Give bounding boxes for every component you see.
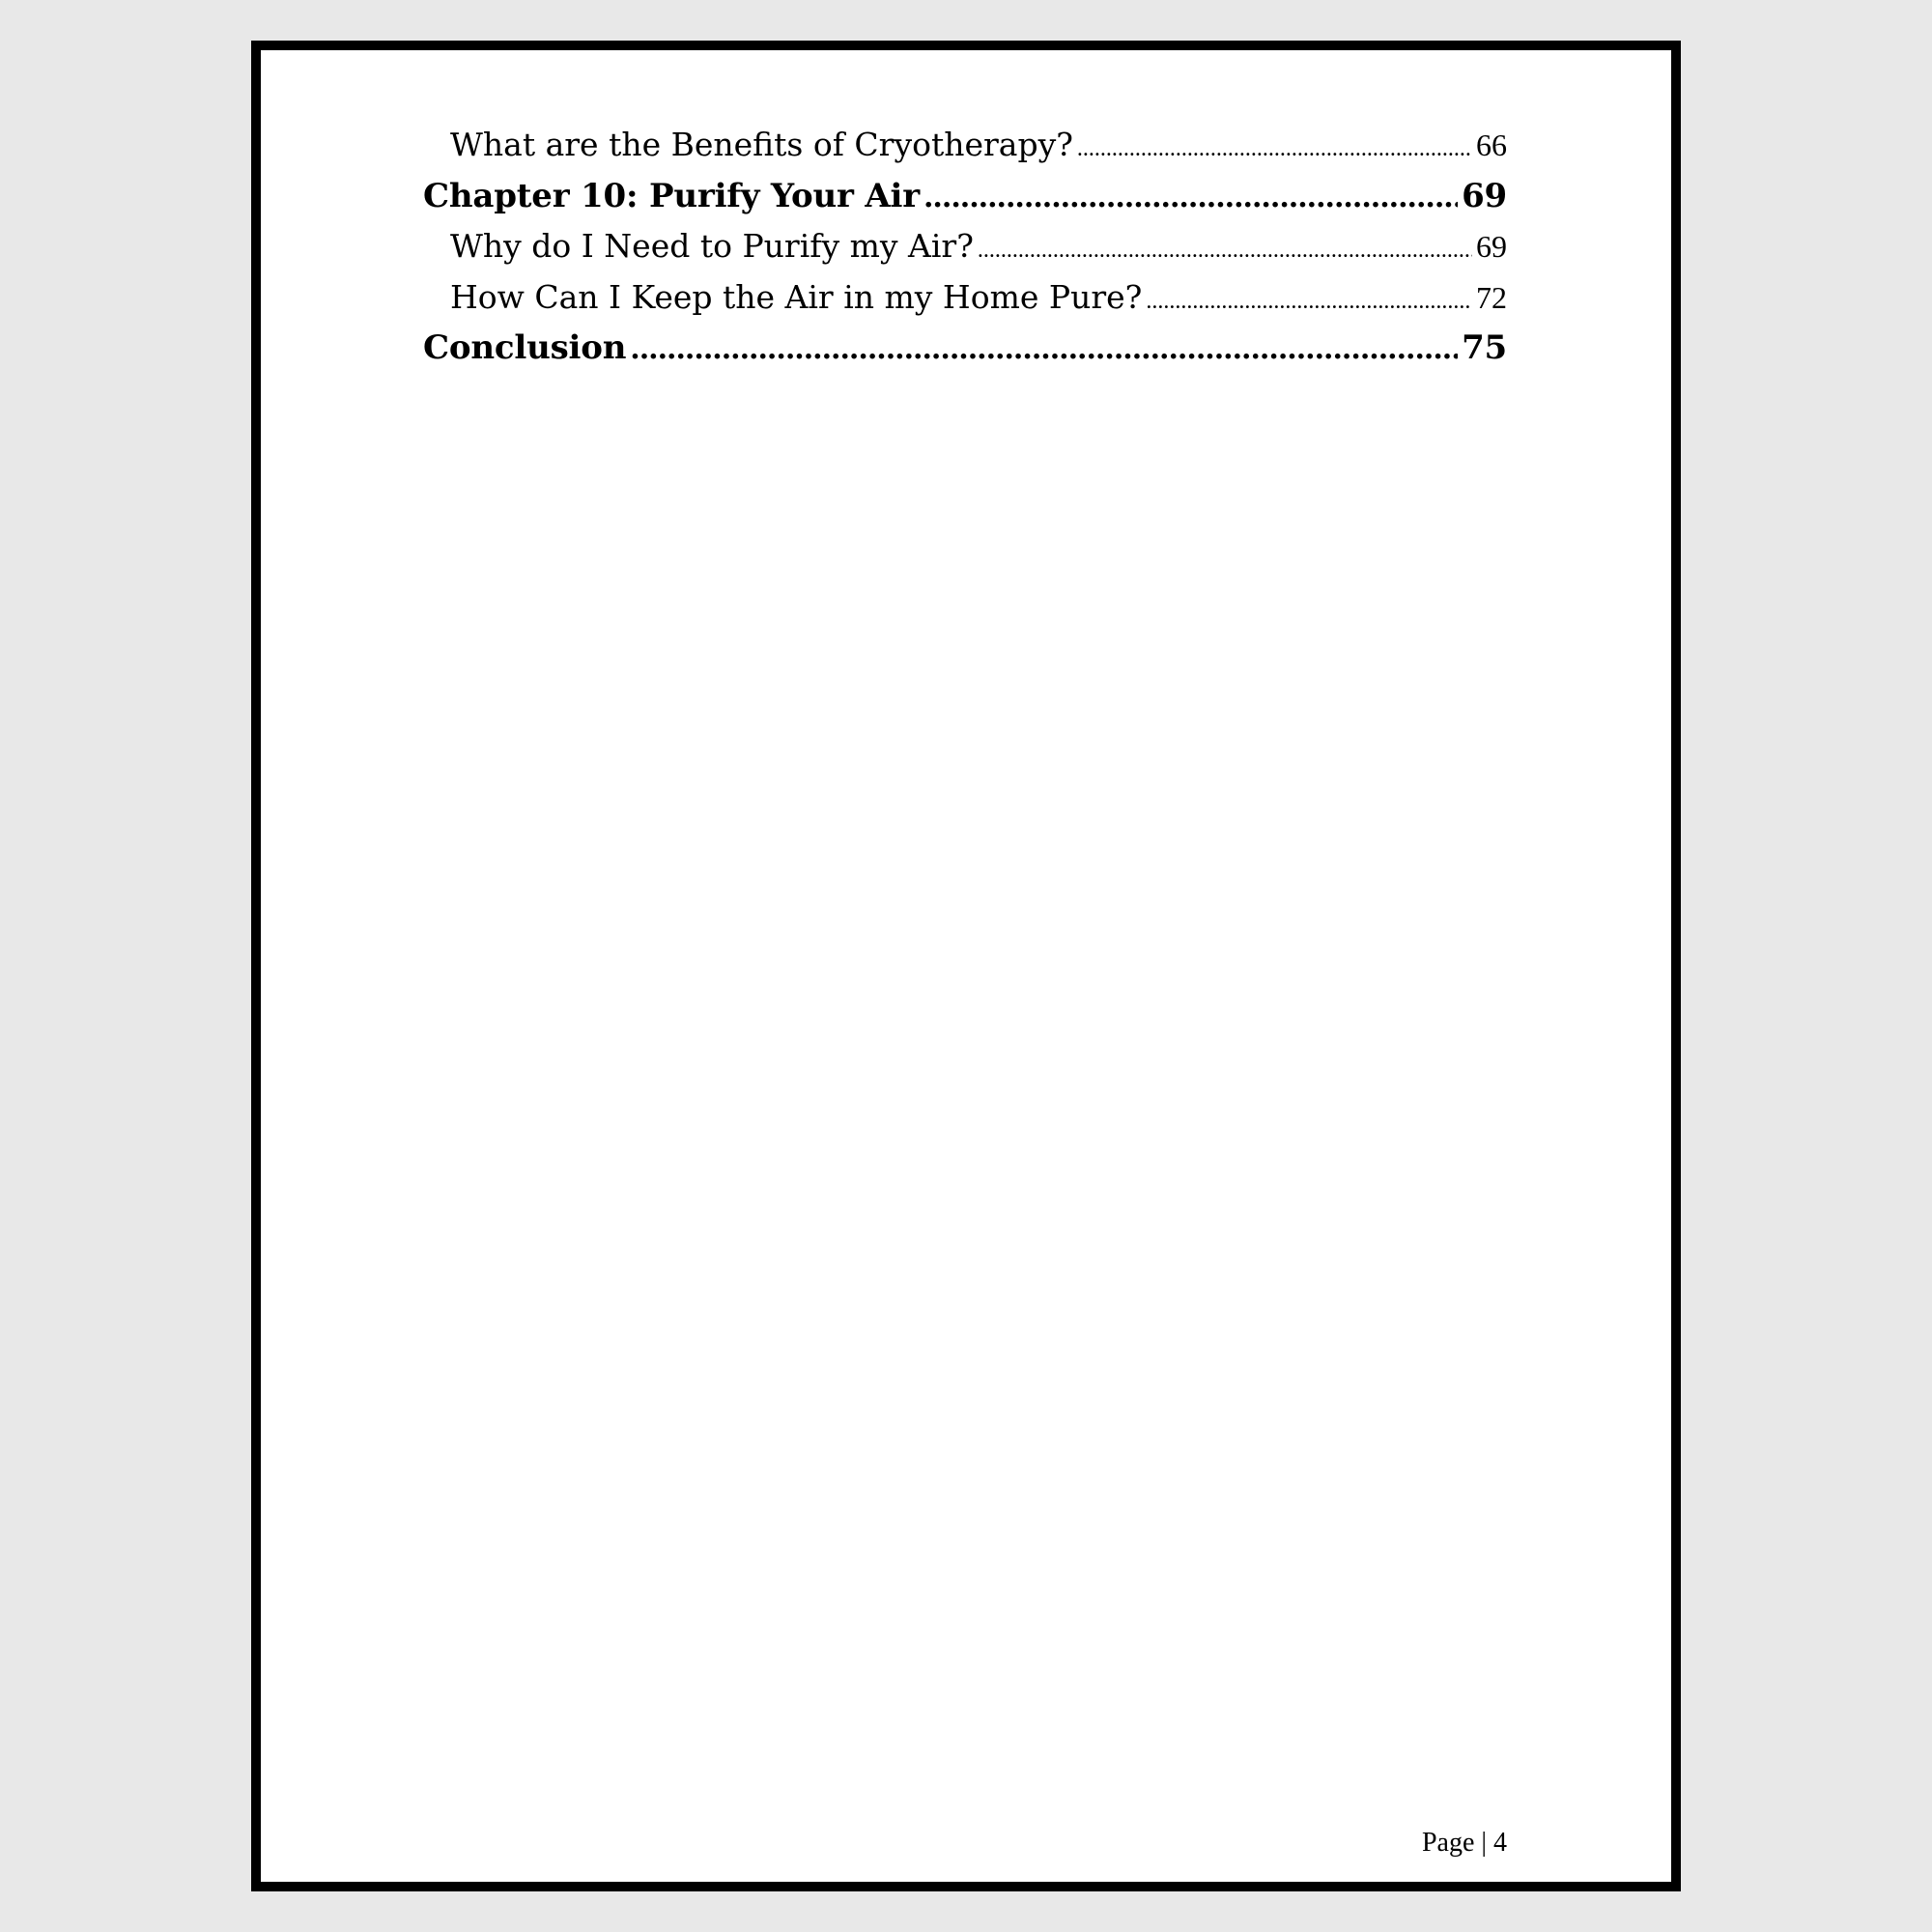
toc-entry-page-number: 66: [1476, 128, 1507, 162]
table-of-contents: [423, 126, 1507, 380]
toc-dot-leader: [630, 332, 1458, 366]
toc-entry-page-number: 69: [1476, 229, 1507, 264]
toc-entry-chapter-10[interactable]: [423, 177, 1507, 228]
toc-entry-conclusion[interactable]: [423, 328, 1507, 380]
toc-entry-page-number: 75: [1462, 328, 1507, 367]
toc-dot-leader: [978, 238, 1472, 264]
page-footer: [1422, 1828, 1507, 1859]
toc-entry-title: Why do I Need to Purify my Air?: [450, 227, 974, 265]
toc-entry-benefits-of-cryotherapy[interactable]: [423, 126, 1507, 177]
toc-entry-why-purify-air[interactable]: [423, 227, 1507, 278]
toc-entry-page-number: 72: [1476, 279, 1507, 315]
toc-entry-title: Chapter 10: Purify Your Air: [423, 176, 920, 215]
toc-entry-title: What are the Benefits of Cryotherapy?: [450, 126, 1073, 163]
page-label: Page: [1421, 1828, 1475, 1858]
page-number: 4: [1493, 1828, 1507, 1858]
toc-entry-keep-air-pure[interactable]: [423, 278, 1507, 329]
toc-entry-title: How Can I Keep the Air in my Home Pure?: [450, 277, 1143, 316]
toc-entry-title: Conclusion: [423, 328, 627, 367]
page-separator: |: [1481, 1828, 1487, 1858]
toc-entry-page-number: 69: [1462, 176, 1507, 215]
toc-dot-leader: [1077, 136, 1472, 162]
document-page: [251, 41, 1681, 1891]
toc-dot-leader: [923, 181, 1458, 214]
toc-dot-leader: [1146, 289, 1472, 315]
